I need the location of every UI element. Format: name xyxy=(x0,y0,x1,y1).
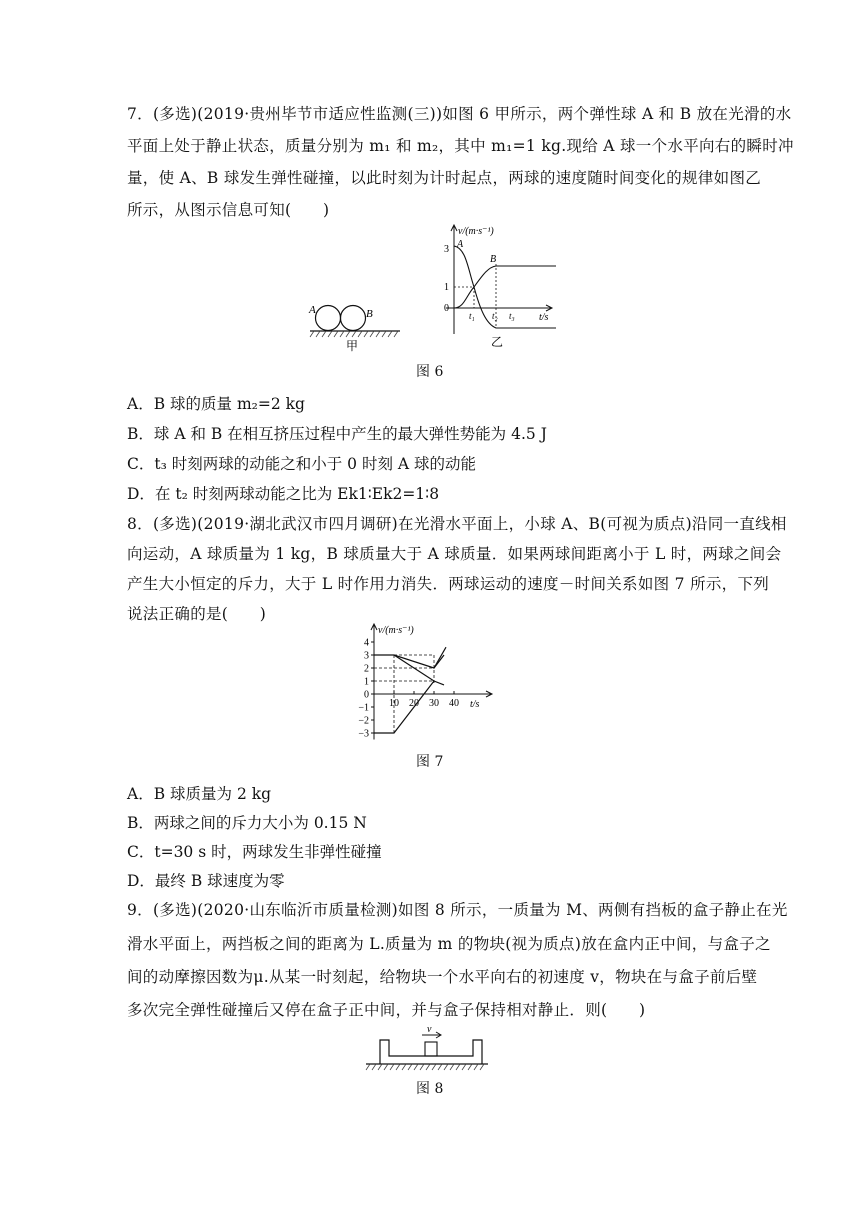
x-tick-t2: t₂ xyxy=(492,311,498,321)
series-continuation xyxy=(434,647,446,668)
series-line-1 xyxy=(374,655,444,668)
q9-line-4: 多次完全弹性碰撞后又停在盒子正中间，并与盒子保持相对静止．则( ) xyxy=(127,1001,646,1019)
q9-line-3: 间的动摩擦因数为μ.从某一时刻起，给物块一个水平向右的初速度 v，物块在与盒子前后壁 xyxy=(127,968,758,986)
x-tick-label: 30 xyxy=(429,698,439,709)
x-tick-label: 10 xyxy=(389,698,399,709)
q8-line-4: 说法正确的是( ) xyxy=(127,605,267,623)
q7-line-4: 所示，从图示信息可知( ) xyxy=(127,201,330,219)
figure-6-right-label: 乙 xyxy=(491,335,504,349)
curve-a-label: A xyxy=(457,239,464,250)
y-tick-0: 0 xyxy=(444,303,449,314)
x-tick-label: 20 xyxy=(409,698,419,709)
y-tick-label: 4 xyxy=(364,637,369,649)
y-tick-label: −1 xyxy=(358,702,369,714)
q8-option-b: B．两球之间的斥力大小为 0.15 N xyxy=(127,814,367,832)
q7-line-2: 平面上处于静止状态，质量分别为 m₁ 和 m₂，其中 m₁=1 kg.现给 A 球一个水平向右的瞬时冲 xyxy=(127,137,794,155)
figure-6-vt-graph xyxy=(436,224,566,350)
y-tick-label: 0 xyxy=(364,689,369,701)
q7-option-b: B．球 A 和 B 在相互挤压过程中产生的最大弹性势能为 4.5 J xyxy=(127,425,547,443)
y-axis-label: v/(m·s⁻¹) xyxy=(378,625,414,636)
y-tick-1: 1 xyxy=(444,282,449,293)
x-tick-t1: t₁ xyxy=(469,311,475,321)
x-axis-label: t/s xyxy=(539,312,549,323)
q7-option-d: D．在 t₂ 时刻两球动能之比为 Ek1∶Ek2=1∶8 xyxy=(127,485,440,503)
series-line-3 xyxy=(374,681,434,733)
y-tick-label: −2 xyxy=(358,715,369,727)
q8-line-2: 向运动，A 球质量为 1 kg，B 球质量大于 A 球质量．如果两球间距离小于 L 时，两球之间会 xyxy=(127,545,782,563)
y-tick-label: 2 xyxy=(364,663,369,675)
y-axis-label: v/(m·s⁻¹) xyxy=(458,226,494,237)
box xyxy=(380,1040,482,1064)
q8-option-a: A．B 球质量为 2 kg xyxy=(127,785,272,803)
q8-option-d: D．最终 B 球速度为零 xyxy=(127,872,285,890)
ball-a-label: A xyxy=(309,304,316,316)
figure-6-caption: 图 6 xyxy=(416,364,444,380)
y-tick-label: 3 xyxy=(364,650,369,662)
q7-option-a: A．B 球的质量 m₂=2 kg xyxy=(127,395,305,413)
y-tick-3: 3 xyxy=(444,244,449,255)
figure-6-balls xyxy=(300,295,410,355)
ball-b xyxy=(341,306,366,331)
block xyxy=(425,1042,437,1056)
x-tick-t3: t₃ xyxy=(509,311,515,321)
ball-a xyxy=(316,306,341,331)
q9-line-2: 滑水平面上，两挡板之间的距离为 L.质量为 m 的物块(视为质点)放在盒内正中间，与盒子之 xyxy=(127,935,771,953)
series-line-2 xyxy=(394,655,444,685)
y-tick-label: 1 xyxy=(364,676,369,688)
figure-7-vt-chart xyxy=(336,622,516,746)
q7-option-c: C．t₃ 时刻两球的动能之和小于 0 时刻 A 球的动能 xyxy=(127,455,476,473)
y-tick-label: −3 xyxy=(358,728,369,740)
q8-option-c: C．t=30 s 时，两球发生非弹性碰撞 xyxy=(127,843,382,861)
q7-line-3: 量，使 A、B 球发生弹性碰撞，以此时刻为计时起点，两球的速度随时间变化的规律如图乙 xyxy=(127,169,762,187)
figure-7-caption: 图 7 xyxy=(416,754,444,770)
x-axis-label: t/s xyxy=(470,699,480,710)
q7-line-1: 7．(多选)(2019·贵州毕节市适应性监测(三))如图 6 甲所示，两个弹性球 A 和 B 放在光滑的水 xyxy=(127,105,792,123)
ball-b-label: B xyxy=(366,308,373,320)
q8-line-1: 8．(多选)(2019·湖北武汉市四月调研)在光滑水平面上，小球 A、B(可视为质点)沿同一直线相 xyxy=(127,515,787,533)
figure-6-left-label: 甲 xyxy=(346,339,359,353)
x-tick-label: 40 xyxy=(449,698,459,709)
q8-line-3: 产生大小恒定的斥力，大于 L 时作用力消失．两球运动的速度－时间关系如图 7 所示，下列 xyxy=(127,575,770,593)
figure-8-box xyxy=(362,1024,492,1074)
curve-b-label: B xyxy=(490,254,497,265)
velocity-label: v xyxy=(427,1024,432,1035)
figure-8-caption: 图 8 xyxy=(416,1081,444,1097)
q9-line-1: 9．(多选)(2020·山东临沂市质量检测)如图 8 所示，一质量为 M、两侧有挡板的盒子静止在光 xyxy=(127,901,788,919)
